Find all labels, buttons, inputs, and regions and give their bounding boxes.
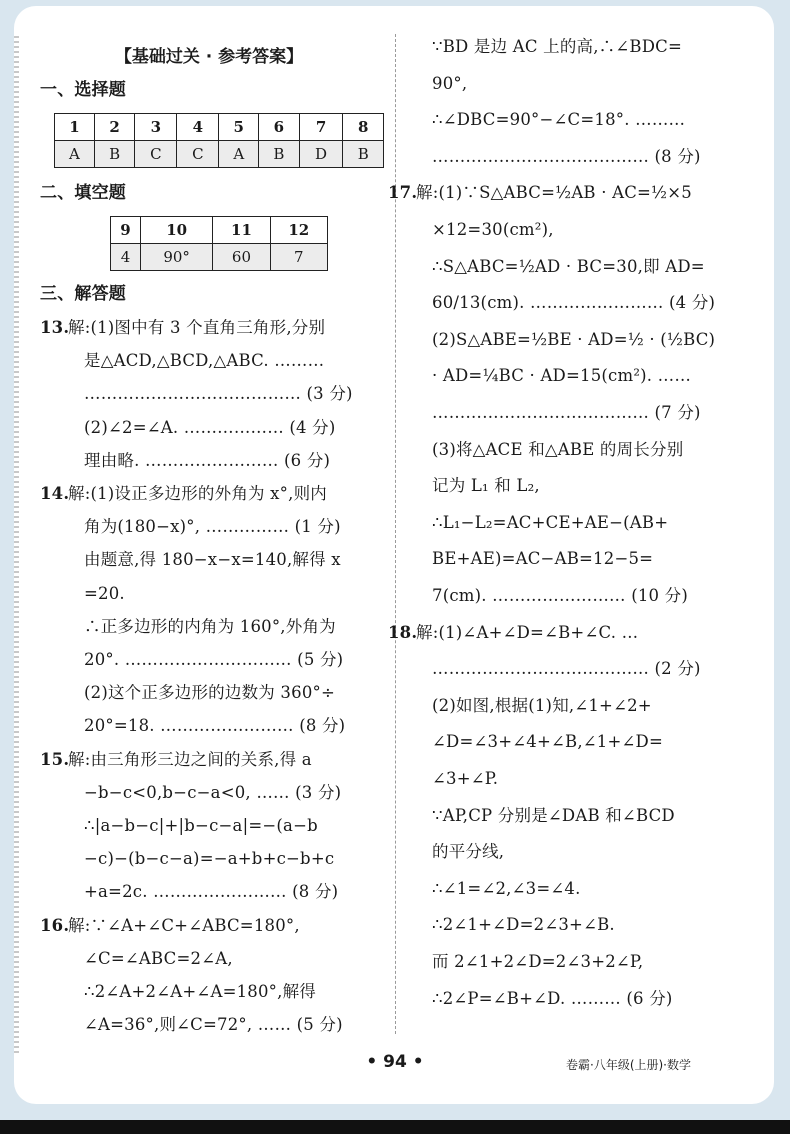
table-answer-cell: 90° [140,244,212,271]
table-header-cell: 5 [219,114,259,141]
answer-text: 记为 L₁ 和 L₂, [432,476,540,496]
table-answer-cell: B [343,141,384,168]
answer-line [388,257,748,277]
page-number: • 94 • [366,1052,424,1072]
answer-line [388,366,748,386]
answer-line [388,586,748,606]
table-header-cell: 11 [213,217,270,244]
question-number: 17. [388,183,418,203]
answer-text: 解:由三角形三边之间的关系,得 a [68,749,312,769]
answer-line [40,849,385,869]
answer-line [40,982,385,1002]
answer-text: 是△ACD,△BCD,△ABC. ……… [84,351,325,371]
answer-line [388,440,748,460]
table-answer-cell: D [299,141,343,168]
answer-text: ∠C=∠ABC=2∠A, [84,948,233,968]
answer-text: +a=2c. …………………… (8 分) [84,882,339,902]
table-answer-cell: B [94,141,134,168]
answer-text: ×12=30(cm²), [432,220,554,239]
answer-line [40,617,385,637]
table-answer-cell: C [135,141,177,168]
section-heading-solutions: 三、解答题 [40,284,126,304]
answer-line [40,916,385,936]
answer-line [40,816,385,836]
question-number: 15. [40,749,70,769]
answer-text: 60/13(cm). …………………… (4 分) [432,293,716,313]
answer-line [40,683,385,703]
answer-line [388,220,748,240]
answer-line [40,517,385,537]
answer-text: 解:∵∠A+∠C+∠ABC=180°, [68,915,300,935]
answer-text: ∴|a−b−c|+|b−c−a|=−(a−b [84,816,318,835]
answer-line [388,110,748,130]
answer-text: 解:(1)∵S△ABC=½AB · AC=½×5 [416,183,692,203]
table-header-cell: 1 [55,114,95,141]
table-header-cell: 4 [177,114,219,141]
answer-text: =20. [84,583,125,603]
section-heading-multiple-choice: 一、选择题 [40,80,126,100]
table-header-cell: 12 [270,217,327,244]
answer-text: ∴2∠P=∠B+∠D. ……… (6 分) [432,988,673,1008]
answer-line [388,769,748,789]
answer-line [388,696,748,716]
answer-line [388,293,748,313]
table-answer-cell: 7 [270,244,327,271]
answer-text: 解:(1)设正多边形的外角为 x°,则内 [68,484,327,503]
answer-line [40,584,385,604]
table-answer-cell: 4 [111,244,141,271]
answer-line [40,716,385,736]
answer-text: (2)如图,根据(1)知,∠1+∠2+ [432,695,652,715]
table-answer-cell: B [259,141,299,168]
fill-in-answer-table [110,216,328,271]
answer-text: ∴∠1=∠2,∠3=∠4. [432,878,581,898]
answer-line [40,418,385,438]
answer-line [388,659,748,679]
answer-line [388,549,748,569]
answer-text: 20°. ………………………… (5 分) [84,650,344,669]
answer-text: ………………………………… (8 分) [432,146,701,166]
binding-spine [14,36,19,1056]
answer-text: (2)S△ABE=½BE · AD=½ · (½BC) [432,329,716,349]
answer-line [40,750,385,770]
answer-text: ………………………………… (3 分) [84,384,353,404]
answer-text: 由题意,得 180−x−x=140,解得 x [84,550,341,570]
answer-line [40,1015,385,1035]
answer-text: ∵BD 是边 AC 上的高,∴∠BDC= [432,37,683,56]
answer-line [40,882,385,902]
answer-line [388,37,748,57]
answer-text: 的平分线, [432,842,505,862]
answer-text: 7(cm). …………………… (10 分) [432,586,689,605]
answer-text: −b−c<0,b−c−a<0, …… (3 分) [84,782,342,802]
table-header-cell: 2 [94,114,134,141]
table-header-cell: 9 [111,217,141,244]
answer-line [40,650,385,670]
answer-line [40,484,385,504]
table-header-cell: 8 [343,114,384,141]
table-answer-cell: 60 [213,244,270,271]
answer-line [388,403,748,423]
answer-text: ∴正多边形的内角为 160°,外角为 [84,616,336,636]
answer-text: ∴S△ABC=½AD · BC=30,即 AD= [432,256,705,276]
answer-line [388,879,748,899]
section-heading-fill-in: 二、填空题 [40,183,126,203]
answer-line [388,989,748,1009]
answer-line [388,330,748,350]
answer-text: 解:(1)∠A+∠D=∠B+∠C. … [416,622,639,642]
answer-line [40,550,385,570]
question-number: 16. [40,915,70,935]
answer-text: ∠D=∠3+∠4+∠B,∠1+∠D= [432,732,663,752]
answer-line [40,451,385,471]
table-answer-cell: A [219,141,259,168]
question-number: 14. [40,484,70,503]
answer-line [388,952,748,972]
table-header-cell: 3 [135,114,177,141]
answer-text: · AD=¼BC · AD=15(cm²). …… [432,366,692,386]
answer-text: ………………………………… (7 分) [432,403,701,422]
bottom-bar [0,1120,790,1134]
page-title: 【基础过关 · 参考答案】 [114,47,304,67]
answer-text: −c)−(b−c−a)=−a+b+c−b+c [84,849,335,869]
question-number: 18. [388,622,418,642]
answer-line [40,949,385,969]
answer-text: ………………………………… (2 分) [432,659,701,679]
answer-text: ∴2∠1+∠D=2∠3+∠B. [432,915,615,935]
answer-text: 理由略. …………………… (6 分) [84,450,331,470]
table-answer-cell: C [177,141,219,168]
answer-line [388,147,748,167]
table-answer-cell: A [55,141,95,168]
multiple-choice-answer-table [54,113,384,168]
answer-line [40,351,385,371]
answer-text: 20°=18. …………………… (8 分) [84,716,346,736]
answer-line [40,384,385,404]
answer-text: ∴∠DBC=90°−∠C=18°. ……… [432,110,686,130]
table-header-cell: 6 [259,114,299,141]
answer-text: ∠A=36°,则∠C=72°, …… (5 分) [84,1015,343,1035]
answer-text: (2)这个正多边形的边数为 360°÷ [84,683,335,703]
answer-line [388,183,748,203]
answer-text: 90°, [432,73,468,93]
answer-text: 角为(180−x)°, …………… (1 分) [84,517,341,537]
answer-line [388,74,748,94]
answer-text: 而 2∠1+2∠D=2∠3+2∠P, [432,952,644,971]
answer-text: (2)∠2=∠A. ……………… (4 分) [84,417,336,437]
answer-line [40,783,385,803]
answer-text: (3)将△ACE 和△ABE 的周长分别 [432,439,684,459]
answer-line [388,476,748,496]
answer-text: ∴L₁−L₂=AC+CE+AE−(AB+ [432,512,669,532]
answer-line [40,318,385,338]
answer-text: ∠3+∠P. [432,769,499,788]
answer-text: ∴2∠A+2∠A+∠A=180°,解得 [84,982,316,1001]
answer-text: 解:(1)图中有 3 个直角三角形,分别 [68,318,326,337]
answer-line [388,732,748,752]
answer-line [388,806,748,826]
book-title: 卷霸·八年级(上册)·数学 [566,1058,691,1072]
answer-line [388,513,748,533]
answer-line [388,915,748,935]
answer-text: ∵AP,CP 分别是∠DAB 和∠BCD [432,805,675,825]
question-number: 13. [40,318,70,337]
answer-line [388,842,748,862]
table-header-cell: 10 [140,217,212,244]
table-header-cell: 7 [299,114,343,141]
answer-line [388,623,748,643]
answer-text: BE+AE)=AC−AB=12−5= [432,549,654,569]
